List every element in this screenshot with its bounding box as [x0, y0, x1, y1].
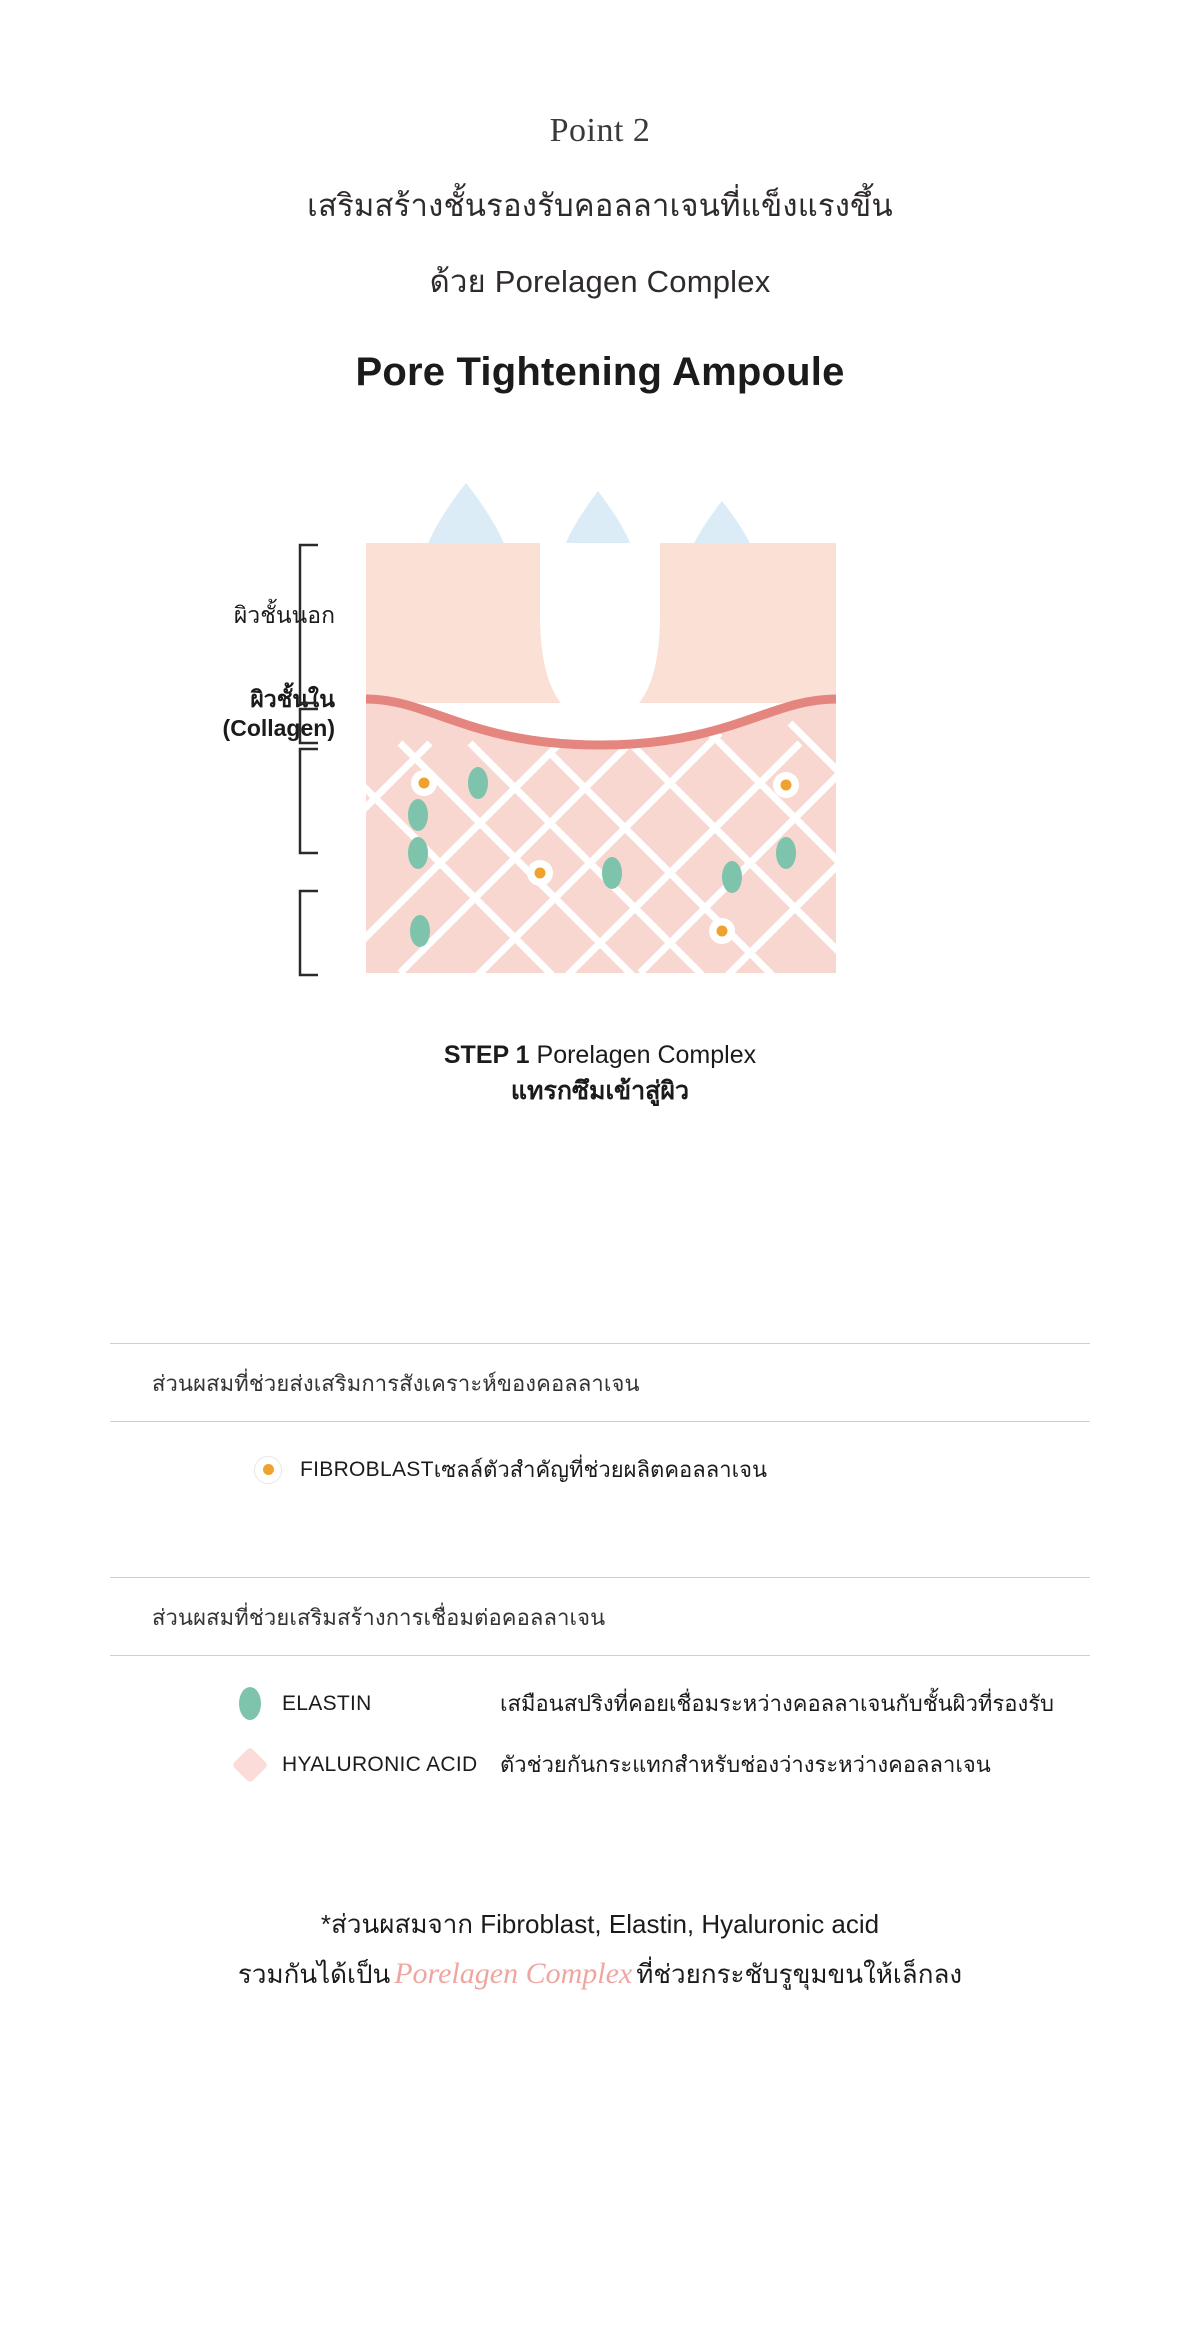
point-label: Point 2 — [549, 112, 651, 149]
bracket-dermis-upper — [300, 749, 318, 853]
footnote-block — [0, 1902, 1200, 2000]
fibroblast-cell — [527, 860, 553, 886]
ingredient-desc-hyaluronic-acid: ตัวช่วยกันกระแทกสำหรับช่องว่างระหว่างคอลลาเจน — [500, 1752, 991, 1777]
elastin-swatch — [239, 1687, 261, 1720]
footnote-suffix: ที่ช่วยกระชับรูขุมขนให้เล็กลง — [636, 1958, 963, 1989]
layer-label-inner-line1: ผิวชั้นใน — [250, 686, 335, 712]
elastin-oval — [410, 915, 430, 947]
measure-brackets — [300, 545, 318, 975]
bracket-inner — [300, 709, 318, 743]
fibroblast-cell — [709, 918, 735, 944]
section-heading-synthesis: ส่วนผสมที่ช่วยส่งเสริมการสังเคราะห์ของคอลลาเจน — [152, 1371, 640, 1396]
ingredient-section-linkage — [110, 1577, 1090, 1782]
layer-label-inner-line2: (Collagen) — [222, 714, 335, 741]
elastin-oval — [408, 799, 428, 831]
pore-inner — [540, 543, 660, 721]
footnote-line-2 — [0, 1948, 1200, 2001]
hyaluronic-diamond-icon — [218, 1752, 282, 1778]
step-caption — [0, 1037, 1200, 1110]
ingredient-desc-fibroblast: เซลล์ตัวสำคัญที่ช่วยผลิตคอลลาเจน — [433, 1457, 768, 1482]
fibroblast-cell — [773, 772, 799, 798]
headline-thai-line-1: เสริมสร้างชั้นรองรับคอลลาเจนที่แข็งแรงขึ้น — [307, 188, 893, 223]
fibroblast-swatch — [254, 1456, 282, 1484]
step-text: Porelagen Complex — [536, 1041, 757, 1069]
bracket-outer — [300, 545, 318, 703]
step-caption-line2: แทรกซึมเข้าสู่ผิว — [510, 1077, 690, 1106]
elastin-oval-icon — [218, 1687, 282, 1720]
fibroblast-cell — [411, 770, 437, 796]
bracket-dermis-lower — [300, 891, 318, 975]
step-caption-line1 — [0, 1037, 1200, 1073]
elastin-oval — [776, 837, 796, 869]
step-label: STEP 1 — [443, 1041, 530, 1069]
ingredient-name-hyaluronic-acid: HYALURONIC ACID — [282, 1752, 478, 1776]
ingredient-name-fibroblast: FIBROBLAST — [300, 1457, 434, 1481]
headline-thai-line-2: ด้วย Porelagen Complex — [429, 264, 771, 299]
ingredient-section-synthesis — [110, 1343, 1090, 1487]
elastin-oval — [408, 837, 428, 869]
ingredient-row-elastin — [110, 1686, 1090, 1721]
skin-cross-section-diagram — [0, 453, 1200, 1193]
elastin-oval — [722, 861, 742, 893]
ingredient-rows-linkage — [110, 1656, 1090, 1782]
ingredient-row-fibroblast — [110, 1452, 1090, 1487]
ingredient-name-elastin: ELASTIN — [282, 1691, 372, 1715]
header-block — [0, 0, 1200, 395]
section-heading-linkage: ส่วนผสมที่ช่วยเสริมสร้างการเชื่อมต่อคอลลาเจน — [152, 1605, 606, 1630]
fibroblast-dot-icon — [236, 1456, 300, 1484]
ingredient-rows-synthesis — [110, 1422, 1090, 1487]
ingredient-desc-elastin: เสมือนสปริงที่คอยเชื่อมระหว่างคอลลาเจนกับชั้นผิวที่รองรับ — [500, 1691, 1054, 1716]
elastin-oval — [468, 767, 488, 799]
layer-label-outer-text: ผิวชั้นนอก — [233, 602, 335, 628]
product-title: Pore Tightening Ampoule — [355, 350, 845, 394]
brand-name: Porelagen Complex — [394, 1956, 633, 1990]
footnote-line-1: *ส่วนผสมจาก Fibroblast, Elastin, Hyaluronic acid — [320, 1909, 880, 1939]
ingredient-row-hyaluronic-acid — [110, 1747, 1090, 1782]
hyaluronic-swatch — [232, 1746, 269, 1783]
footnote-prefix: รวมกันได้เป็น — [237, 1958, 391, 1989]
elastin-oval — [602, 857, 622, 889]
